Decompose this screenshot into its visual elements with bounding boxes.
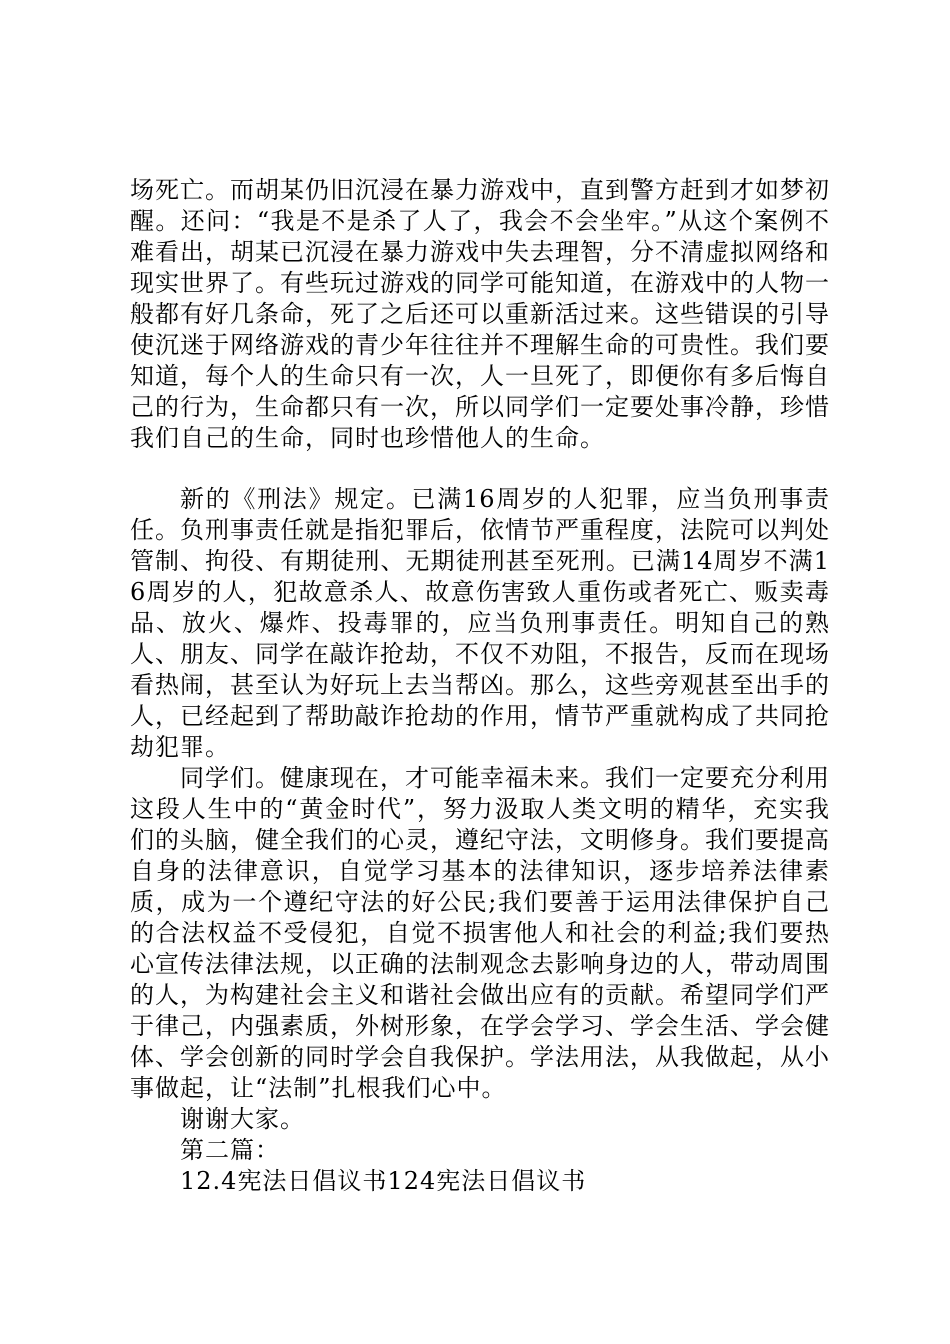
paragraph-continuation: 场死亡。而胡某仍旧沉浸在暴力游戏中，直到警方赶到才如梦初醒。还问：“我是不是杀了人了，我会不会坐牢。”从这个案例不难看出，胡某已沉浸在暴力游戏中失去理智，分不清虚拟网络和现实世界了。有些玩过游戏的同学可能知道，在游戏中的人物一般都有好几条命，死了之后还可以重新活过来。这些错误的引导使沉迷于网络游戏的青少年往往并不理解生命的可贵性。我们要知道，每个人的生命只有一次，人一旦死了，即便你有多后悔自己的行为，生命都只有一次，所以同学们一定要处事冷静，珍惜我们自己的生命，同时也珍惜他人的生命。 [130, 176, 830, 452]
section-title-proposal: 12.4宪法日倡议书124宪法日倡议书 [180, 1167, 587, 1195]
paragraph-thanks: 谢谢大家。 [180, 1105, 305, 1133]
section-heading-part-two: 第二篇： [180, 1136, 280, 1164]
paragraph-criminal-law: 新的《刑法》规定。已满16周岁的人犯罪，应当负刑事责任。负刑事责任就是指犯罪后，依情节严重程度，法院可以判处管制、拘役、有期徒刑、无期徒刑甚至死刑。已满14周岁不满16周岁的人，犯故意杀人、故意伤害致人重伤或者死亡、贩卖毒品、放火、爆炸、投毒罪的，应当负刑事责任。明知自己的熟人、朋友、同学在敲诈抢劫，不仅不劝阻，不报告，反而在现场看热闹，甚至认为好玩上去当帮凶。那么，这些旁观甚至出手的人，已经起到了帮助敲诈抢劫的作用，情节严重就构成了共同抢劫犯罪。 [130, 485, 830, 761]
document-page [130, 175, 830, 1197]
paragraph-students-appeal: 同学们。健康现在，才可能幸福未来。我们一定要充分利用这段人生中的“黄金时代”，努力汲取人类文明的精华，充实我们的头脑，健全我们的心灵，遵纪守法，文明修身。我们要提高自身的法律意识，自觉学习基本的法律知识，逐步培养法律素质，成为一个遵纪守法的好公民;我们要善于运用法律保护自己的合法权益不受侵犯，自觉不损害他人和社会的利益;我们要热心宣传法律法规，以正确的法制观念去影响身边的人，带动周围的人，为构建社会主义和谐社会做出应有的贡献。希望同学们严于律己，内强素质，外树形象，在学会学习、学会生活、学会健体、学会创新的同时学会自我保护。学法用法，从我做起，从小事做起，让“法制”扎根我们心中。 [130, 764, 830, 1102]
